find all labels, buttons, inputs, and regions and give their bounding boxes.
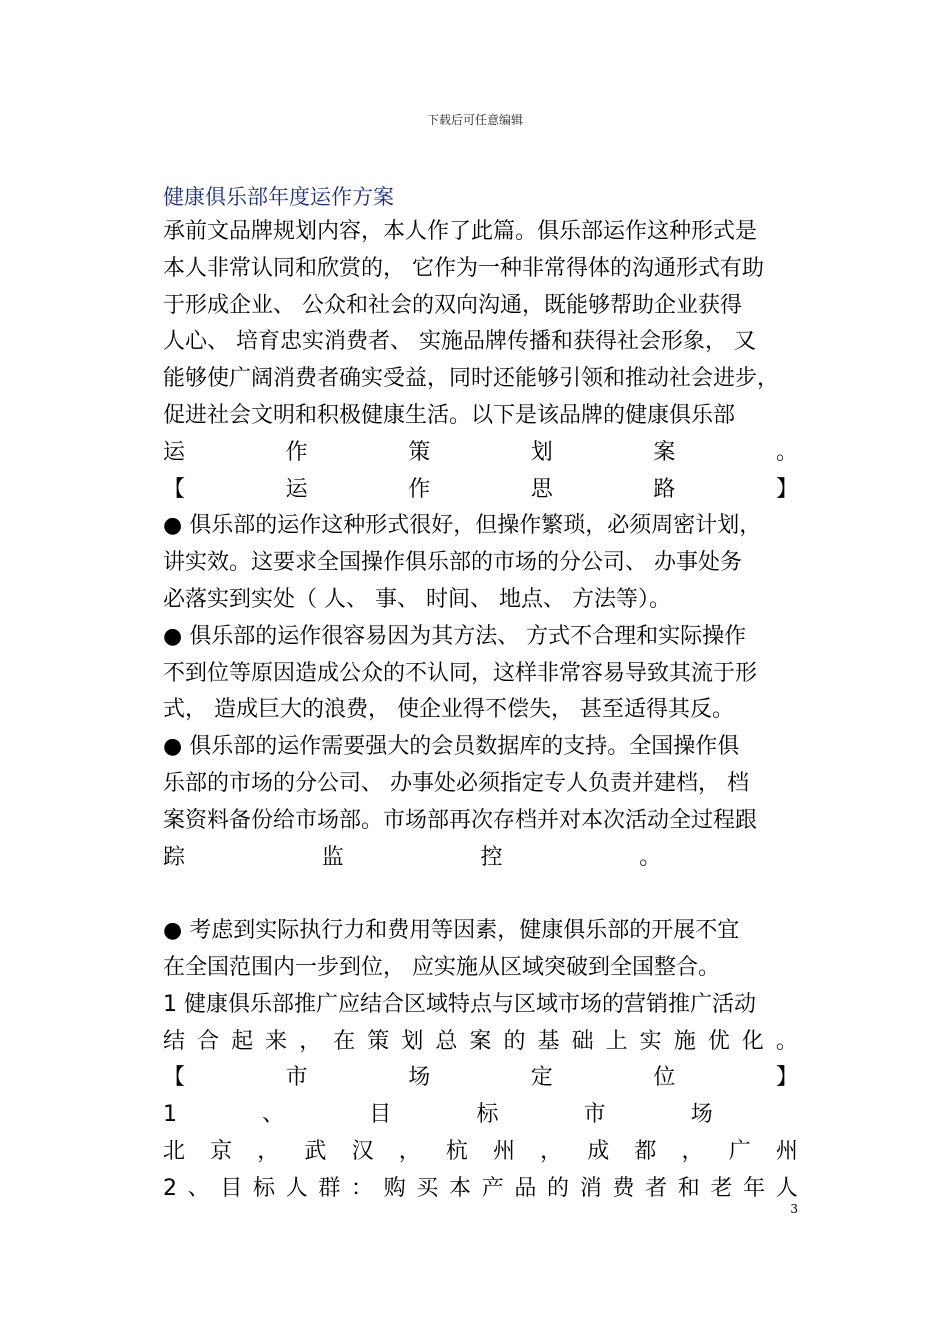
text-line: 承前文品牌规划内容，本人作了此篇。俱乐部运作这种形式是 [163,219,758,244]
text-fragment: 划 [401,1028,424,1054]
text-fragment: 广 [728,1138,751,1164]
text-fragment: 合 [197,1028,220,1054]
text-fragment: 作 [408,476,431,502]
text-fragment: 案 [469,1028,492,1054]
text-fragment: 老 [710,1175,733,1201]
text-fragment: 、 [187,1175,210,1201]
text-fragment: 1 [163,1102,177,1128]
text-fragment: 思 [530,476,553,502]
text-fragment: 定 [530,1065,553,1091]
text-fragment: 消 [579,1175,602,1201]
justified-text-line [163,1060,798,1097]
justified-text-line [163,435,798,472]
text-fragment: ， [398,1138,421,1164]
text-fragment: 的 [503,1028,526,1054]
text-fragment: 路 [653,476,676,502]
text-fragment: 结 [163,1028,186,1054]
text-fragment: 者 [645,1175,668,1201]
text-fragment: 。 [775,439,798,465]
text-fragment: 基 [537,1028,560,1054]
text-fragment: ， [681,1138,704,1164]
text-fragment: 总 [435,1028,458,1054]
text-fragment: 起 [231,1028,254,1054]
text-fragment: 州 [775,1138,798,1164]
document-body [163,214,798,1208]
text-fragment: 。 [639,844,662,870]
text-fragment: 础 [571,1028,594,1054]
text-fragment: 实 [639,1028,662,1054]
text-line: ● 俱乐部的运作很容易因为其方法、 方式不合理和实际操作 [163,623,747,649]
text-fragment: 】 [775,476,798,502]
justified-text-line [163,1134,798,1171]
text-fragment: 策 [367,1028,390,1054]
text-fragment: 杭 [445,1138,468,1164]
document-title: 健康俱乐部年度运作方案 [163,185,394,209]
text-fragment: 目 [220,1175,243,1201]
text-fragment: 监 [321,844,344,870]
justified-text-line [163,1171,798,1208]
text-line: 1 健康俱乐部推广应结合区域特点与区域市场的营销推广活动 [163,991,756,1017]
text-fragment: 踪 [163,844,186,870]
text-fragment: 本 [449,1175,472,1201]
header-note: 下载后可任意编辑 [426,113,523,127]
text-fragment: 群 [318,1175,341,1201]
text-fragment: 成 [587,1138,610,1164]
text-line: 案资料备份给市场部。市场部再次存档并对本次活动全过程跟 [163,807,758,833]
text-fragment: 运 [163,439,186,465]
text-line: 本人非常认同和欣赏的， 它作为一种非常得体的沟通形式有助 [163,255,764,281]
text-fragment: 标 [476,1102,499,1128]
text-fragment: 优 [707,1028,730,1054]
text-line: ● 考虑到实际执行力和费用等因素，健康俱乐部的开展不宜 [163,918,740,944]
justified-text-line [163,1097,798,1134]
text-fragment: 产 [481,1175,504,1201]
text-fragment: 市 [285,1065,308,1091]
text-line: 促进社会文明和积极健康生活。以下是该品牌的健康俱乐部 [163,402,736,428]
text-line: 式， 造成巨大的浪费， 使企业得不偿失， 甚至适得其反。 [163,697,734,723]
text-line: 不到位等原因造成公众的不认同，这样非常容易导致其流于形 [163,660,758,686]
text-fragment: 都 [634,1138,657,1164]
text-line: 人心、 培育忠实消费者、 实施品牌传播和获得社会形象， 又 [163,329,756,355]
text-fragment: 【 [163,1065,186,1091]
text-line: 乐部的市场的分公司、 办事处必须指定专人负责并建档， 档 [163,770,749,796]
text-fragment: 作 [285,439,308,465]
text-fragment: 武 [304,1138,327,1164]
text-fragment: 品 [514,1175,537,1201]
text-fragment: ， [257,1138,280,1164]
text-fragment: 2 [163,1175,177,1201]
text-line: 于形成企业、 公众和社会的双向沟通，既能够帮助企业获得 [163,292,742,318]
text-fragment: ， [540,1138,563,1164]
text-fragment: 】 [775,1065,798,1091]
blank-line [163,876,798,913]
text-fragment: 买 [416,1175,439,1201]
text-fragment: 在 [333,1028,356,1054]
text-fragment: 人 [285,1175,308,1201]
text-fragment: 标 [253,1175,276,1201]
text-fragment: 。 [775,1028,798,1054]
text-line: ● 俱乐部的运作这种形式很好，但操作繁琐，必须周密计划， [163,513,762,539]
text-fragment: 和 [677,1175,700,1201]
text-fragment: 场 [690,1102,713,1128]
justified-text-line [163,472,798,509]
text-line: 在全国范围内一步到位， 应实施从区域突破到全国整合。 [163,954,720,980]
text-fragment: 施 [673,1028,696,1054]
text-fragment: 化 [741,1028,764,1054]
text-fragment: 来 [265,1028,288,1054]
text-fragment: 上 [605,1028,628,1054]
text-fragment: 控 [480,844,503,870]
text-fragment: 北 [163,1138,186,1164]
text-fragment: 汉 [351,1138,374,1164]
text-fragment: 人 [775,1175,798,1201]
text-fragment: 购 [383,1175,406,1201]
text-fragment: 位 [653,1065,676,1091]
text-fragment: ： [351,1175,374,1201]
text-line: 必落实到实处（ 人、 事、 时间、 地点、 方法等）。 [163,586,671,612]
text-fragment: 、 [262,1102,285,1128]
text-line: ● 俱乐部的运作需要强大的会员数据库的支持。全国操作俱 [163,734,740,760]
text-fragment: 划 [530,439,553,465]
text-fragment: 年 [743,1175,766,1201]
text-line: 讲实效。这要求全国操作俱乐部的市场的分公司、 办事处务 [163,550,742,576]
text-fragment: 目 [369,1102,392,1128]
justified-text-line [163,840,798,877]
text-line: 能够使广阔消费者确实受益，同时还能够引领和推动社会进步， [163,366,780,392]
text-fragment: 市 [583,1102,606,1128]
text-fragment: 案 [653,439,676,465]
text-fragment: 州 [492,1138,515,1164]
text-fragment: ， [299,1028,322,1054]
text-fragment: 运 [285,476,308,502]
justified-text-line [163,1024,798,1061]
text-fragment: 场 [408,1065,431,1091]
text-fragment: 费 [612,1175,635,1201]
text-fragment: 策 [408,439,431,465]
text-fragment: 【 [163,476,186,502]
page-number: 3 [790,1202,798,1216]
text-fragment: 的 [547,1175,570,1201]
text-fragment: 京 [210,1138,233,1164]
